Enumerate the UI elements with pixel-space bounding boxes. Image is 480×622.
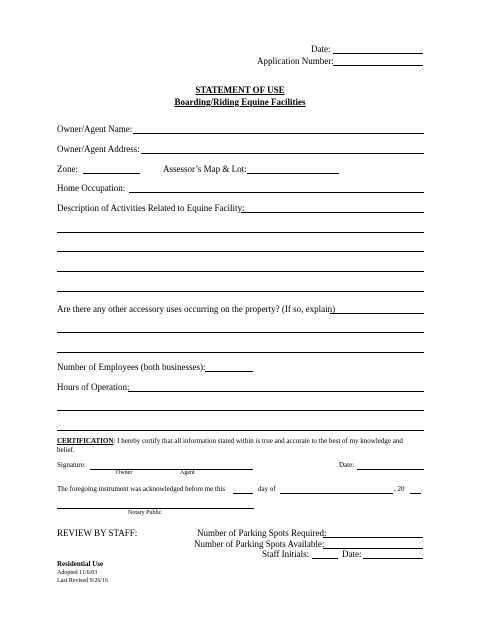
- home-occupation-label: Home Occupation:: [57, 183, 126, 193]
- agent-label: Agent: [180, 470, 195, 476]
- staff-date-field[interactable]: [363, 558, 423, 559]
- footer-category: Residential Use: [57, 560, 104, 568]
- staff-initials-label: Staff Initials:: [262, 549, 310, 559]
- year-prefix: , 20: [394, 485, 405, 493]
- description-line[interactable]: [57, 232, 424, 233]
- employees-label: Number of Employees (both businesses):: [57, 362, 206, 372]
- acknowledgment-month-field[interactable]: [280, 493, 393, 494]
- signature-label: Signature:: [57, 461, 86, 469]
- parking-required-field[interactable]: [323, 537, 423, 538]
- description-line[interactable]: [57, 291, 424, 292]
- owner-agent-name-label: Owner/Agent Name:: [57, 124, 133, 134]
- hours-field[interactable]: [128, 391, 424, 392]
- accessory-uses-line[interactable]: [57, 332, 424, 333]
- zone-label: Zone:: [57, 164, 78, 174]
- staff-date-label: Date:: [342, 549, 362, 559]
- home-occupation-field[interactable]: [129, 192, 424, 193]
- owner-agent-address-label: Owner/Agent Address:: [57, 144, 140, 154]
- notary-signature-field[interactable]: [57, 508, 254, 509]
- hours-line[interactable]: [57, 410, 424, 411]
- description-line[interactable]: [57, 271, 424, 272]
- description-label: Description of Activities Related to Equine Facility:: [57, 203, 245, 213]
- owner-agent-address-field[interactable]: [141, 153, 424, 154]
- acknowledgment-day-field[interactable]: [233, 493, 253, 494]
- acknowledgment-text: The foregoing instrument was acknowledged before me this: [57, 485, 226, 493]
- zone-field[interactable]: [83, 173, 140, 174]
- acknowledgment-year-field[interactable]: [410, 493, 421, 494]
- description-field[interactable]: [241, 212, 424, 213]
- footer-adopted: Adopted 11/6/03: [57, 570, 98, 576]
- assessors-map-lot-field[interactable]: [247, 173, 339, 174]
- day-of-label: day of: [258, 485, 276, 493]
- signature-field[interactable]: [90, 469, 253, 470]
- form-subtitle: Boarding/Riding Equine Facilities: [174, 97, 306, 107]
- certification-text-continued: belief.: [57, 446, 75, 454]
- parking-available-field[interactable]: [323, 548, 423, 549]
- application-number-field[interactable]: [333, 65, 423, 66]
- employees-field[interactable]: [205, 371, 253, 372]
- certification-text: : I hereby certify that all information stated within is true and accurate to the best of my knowledge and: [113, 437, 403, 445]
- notary-public-label: Notary Public: [128, 510, 162, 516]
- form-title: STATEMENT OF USE: [195, 85, 285, 95]
- accessory-uses-line[interactable]: [57, 352, 424, 353]
- certification-date-label: Date:: [339, 461, 355, 469]
- owner-label: Owner: [116, 470, 133, 476]
- certification-date-field[interactable]: [357, 469, 424, 470]
- application-number-label: Application Number:: [257, 56, 334, 66]
- certification-paragraph: [57, 437, 403, 445]
- parking-required-label: Number of Parking Spots Required:: [197, 528, 327, 538]
- year-suffix: .: [421, 485, 423, 493]
- certification-heading: CERTIFICATION: [57, 437, 114, 445]
- staff-initials-field[interactable]: [312, 558, 338, 559]
- accessory-uses-label: Are there any other accessory uses occurring on the property? (If so, explain): [57, 304, 336, 314]
- date-field[interactable]: [333, 53, 423, 54]
- date-label: Date:: [311, 44, 331, 54]
- owner-agent-name-field[interactable]: [133, 133, 424, 134]
- hours-line[interactable]: [57, 430, 424, 431]
- hours-label: Hours of Operation:: [57, 382, 130, 392]
- description-line[interactable]: [57, 251, 424, 252]
- footer-revised: Last Revised 9/26/16: [57, 578, 108, 584]
- review-by-staff-label: REVIEW BY STAFF:: [57, 528, 138, 538]
- assessors-map-lot-label: Assessor’s Map & Lot:: [163, 164, 247, 174]
- parking-available-label: Number of Parking Spots Available:: [194, 539, 325, 549]
- accessory-uses-field[interactable]: [330, 313, 424, 314]
